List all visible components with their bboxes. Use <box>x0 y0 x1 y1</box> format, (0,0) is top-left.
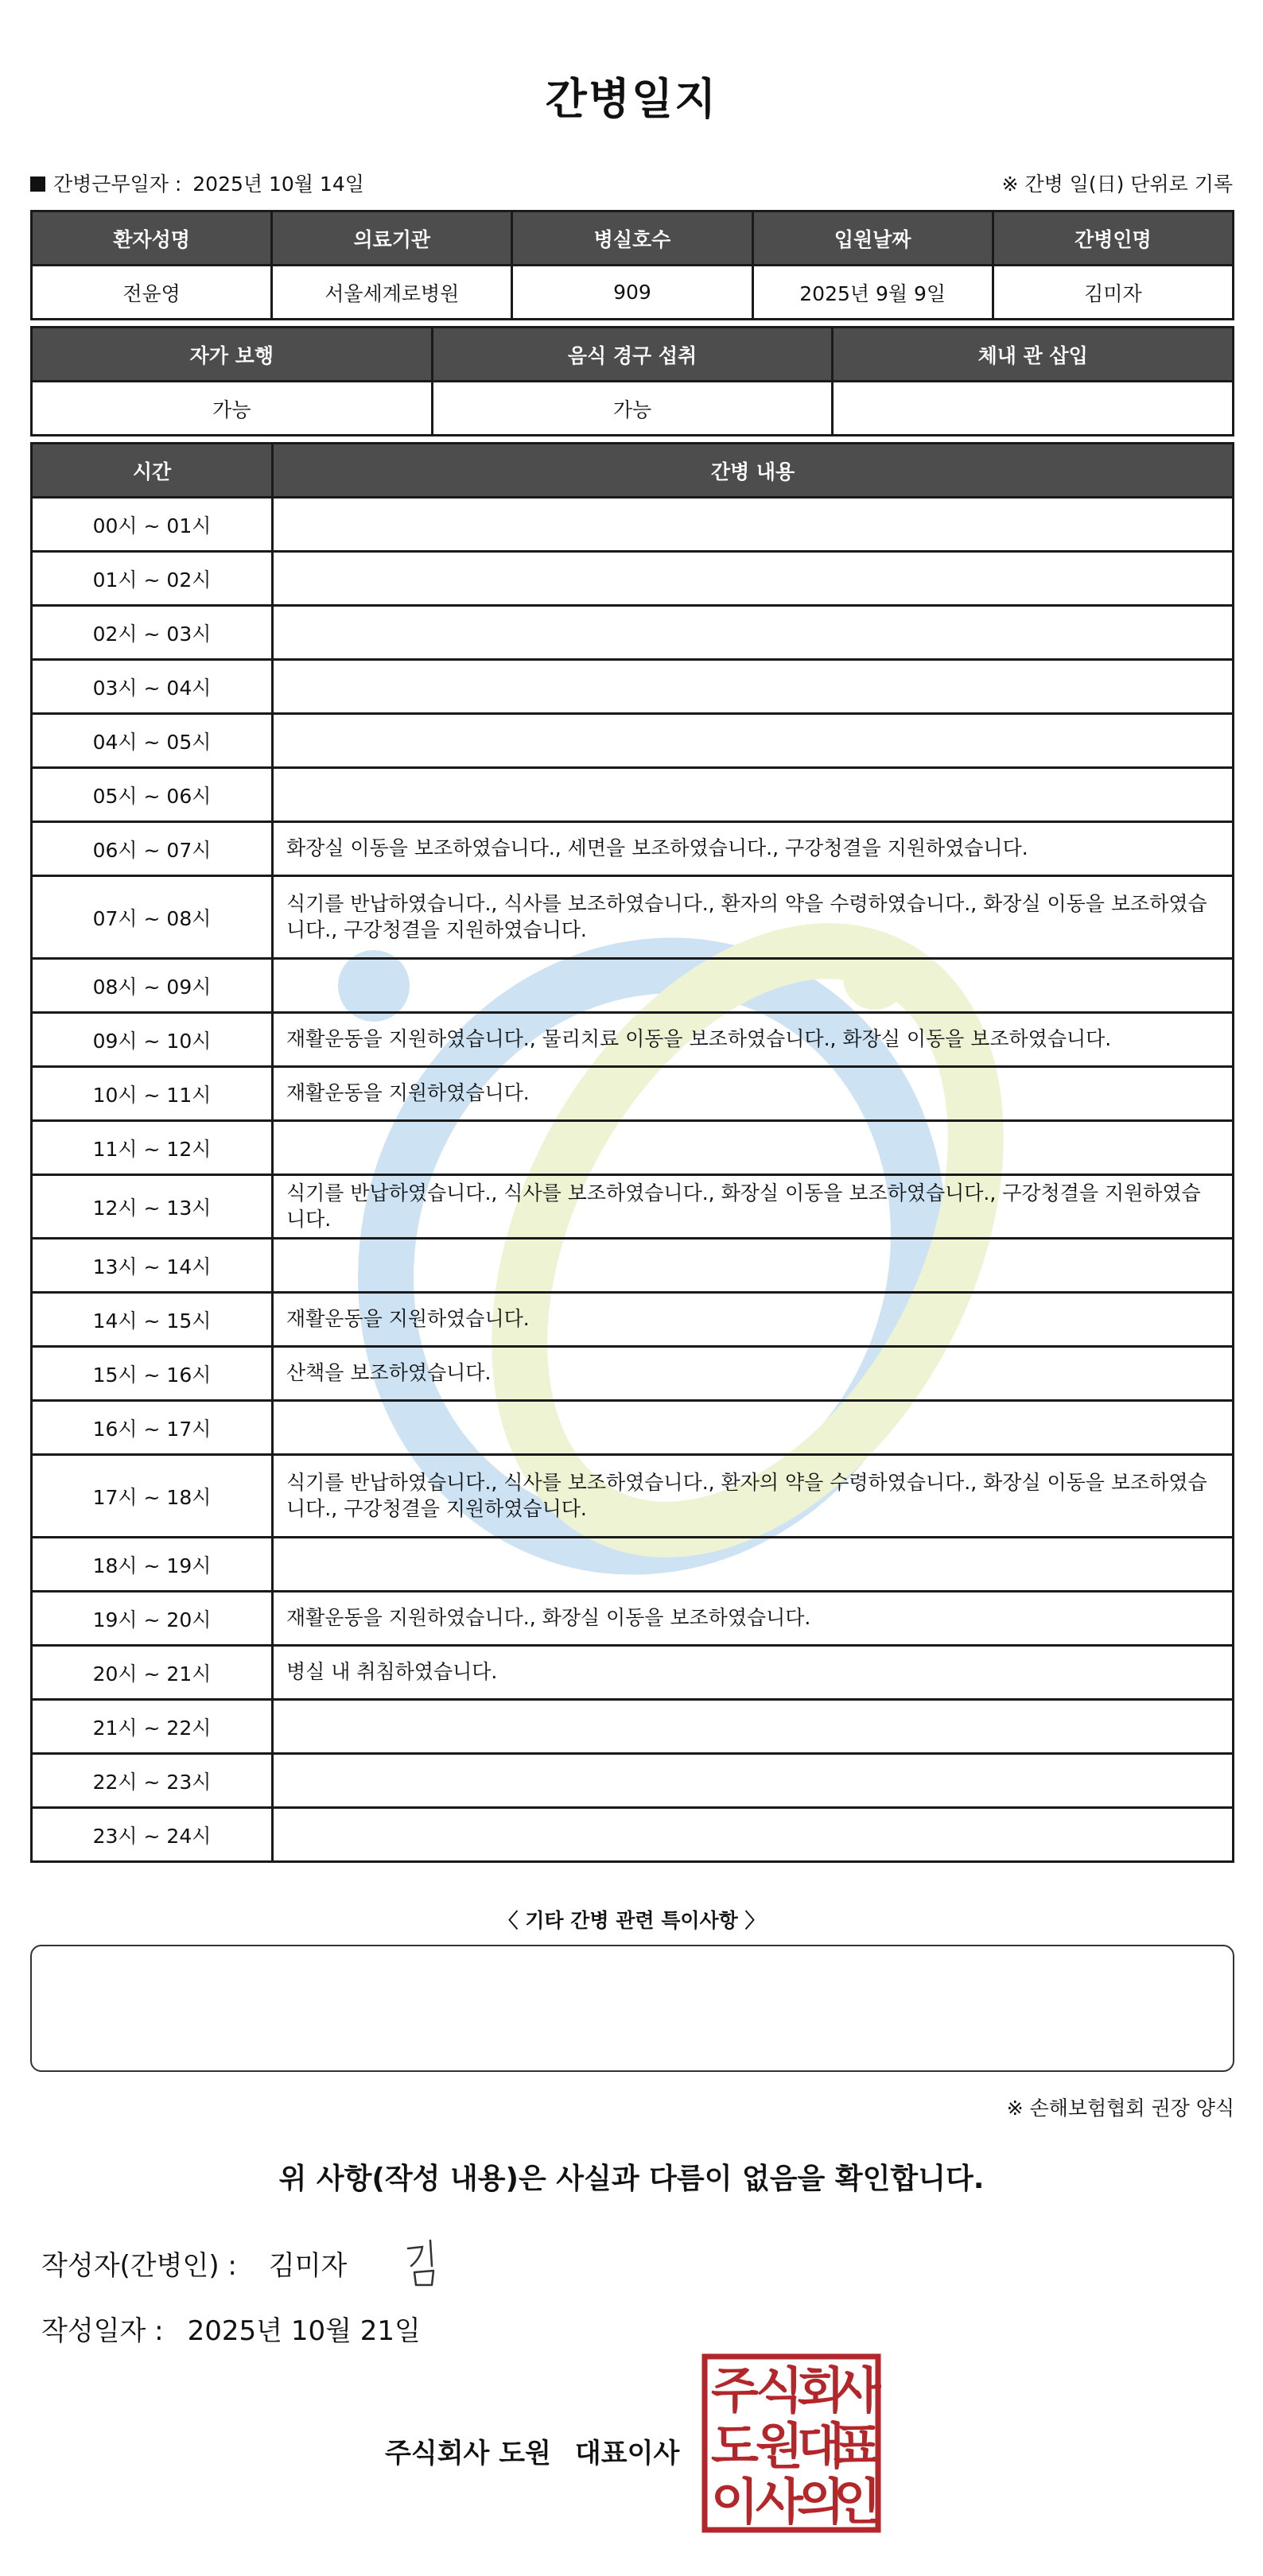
walking-status: 가능 <box>32 382 433 436</box>
log-content <box>273 498 1234 552</box>
log-content <box>273 768 1234 822</box>
header-room: 병실호수 <box>512 211 752 266</box>
log-row <box>32 1013 1234 1067</box>
log-content <box>273 1239 1234 1293</box>
svg-text:표: 표 <box>834 2417 881 2475</box>
oral-intake-status: 가능 <box>432 382 833 436</box>
patient-name: 전윤영 <box>32 266 272 320</box>
header-tube-insertion: 체내 관 삽입 <box>833 328 1234 382</box>
company-line <box>385 2431 679 2470</box>
write-date-value: 2025년 10월 21일 <box>187 2315 421 2347</box>
log-row <box>32 1538 1234 1592</box>
log-row <box>32 1700 1234 1754</box>
square-bullet-icon <box>30 177 45 192</box>
log-time: 00시 ~ 01시 <box>32 498 273 552</box>
log-content: 재활운동을 지원하였습니다., 화장실 이동을 보조하였습니다. <box>273 1592 1234 1646</box>
log-row <box>32 1067 1234 1121</box>
log-content: 산책을 보조하였습니다. <box>273 1347 1234 1401</box>
log-time: 22시 ~ 23시 <box>32 1754 273 1808</box>
log-row <box>32 959 1234 1013</box>
log-time: 15시 ~ 16시 <box>32 1347 273 1401</box>
svg-text:인: 인 <box>834 2473 881 2531</box>
handwritten-signature <box>402 2234 449 2290</box>
log-row <box>32 552 1234 606</box>
header-walking: 자가 보행 <box>32 328 433 382</box>
log-row <box>32 1646 1234 1700</box>
log-time: 11시 ~ 12시 <box>32 1121 273 1175</box>
log-time: 20시 ~ 21시 <box>32 1646 273 1700</box>
log-content: 재활운동을 지원하였습니다. <box>273 1067 1234 1121</box>
log-content <box>273 1401 1234 1455</box>
log-row <box>32 1347 1234 1401</box>
admission-date: 2025년 9월 9일 <box>752 266 993 320</box>
svg-text:도: 도 <box>711 2417 759 2475</box>
tube-insertion-status <box>833 382 1234 436</box>
log-time: 13시 ~ 14시 <box>32 1239 273 1293</box>
log-row <box>32 1754 1234 1808</box>
header-hospital: 의료기관 <box>272 211 512 266</box>
log-content: 병실 내 취침하였습니다. <box>273 1646 1234 1700</box>
caregiver-name: 김미자 <box>993 266 1233 320</box>
svg-text:의: 의 <box>797 2473 845 2531</box>
log-row <box>32 1121 1234 1175</box>
recommend-note: ※ 손해보험협회 권장 양식 <box>1006 2097 1234 2120</box>
hospital-name: 서울세계로병원 <box>272 266 512 320</box>
care-log-body <box>32 498 1234 1862</box>
log-time: 02시 ~ 03시 <box>32 606 273 660</box>
log-time: 08시 ~ 09시 <box>32 959 273 1013</box>
svg-text:사: 사 <box>756 2473 803 2531</box>
log-content <box>273 660 1234 714</box>
svg-text:원: 원 <box>756 2417 803 2475</box>
work-date-label: 간병근무일자 : <box>53 173 182 196</box>
log-row <box>32 1175 1234 1239</box>
work-date <box>30 169 364 197</box>
log-content <box>273 1121 1234 1175</box>
writer-line <box>41 2244 347 2283</box>
log-time: 23시 ~ 24시 <box>32 1808 273 1862</box>
log-content: 화장실 이동을 보조하였습니다., 세면을 보조하였습니다., 구강청결을 지원하였습니다. <box>273 822 1234 876</box>
log-content: 식기를 반납하였습니다., 식사를 보조하였습니다., 환자의 약을 수령하였습니다., 화장실 이동을 보조하였습니다., 구강청결을 지원하였습니다. <box>273 1455 1234 1538</box>
log-time: 01시 ~ 02시 <box>32 552 273 606</box>
header-care-content: 간병 내용 <box>273 444 1234 498</box>
log-row <box>32 876 1234 959</box>
patient-info-table <box>30 210 1234 320</box>
log-row <box>32 822 1234 876</box>
unit-note: ※ 간병 일(日) 단위로 기록 <box>1001 173 1233 196</box>
svg-text:대: 대 <box>797 2417 845 2475</box>
log-time: 14시 ~ 15시 <box>32 1293 273 1347</box>
log-content <box>273 1538 1234 1592</box>
log-time: 09시 ~ 10시 <box>32 1013 273 1067</box>
header-time: 시간 <box>32 444 273 498</box>
log-time: 17시 ~ 18시 <box>32 1455 273 1538</box>
log-row <box>32 1401 1234 1455</box>
svg-text:회: 회 <box>797 2361 845 2419</box>
log-content <box>273 714 1234 768</box>
log-time: 04시 ~ 05시 <box>32 714 273 768</box>
log-content: 식기를 반납하였습니다., 식사를 보조하였습니다., 환자의 약을 수령하였습니다., 화장실 이동을 보조하였습니다., 구강청결을 지원하였습니다. <box>273 876 1234 959</box>
log-time: 12시 ~ 13시 <box>32 1175 273 1239</box>
log-row <box>32 1808 1234 1862</box>
write-date-label: 작성일자 : <box>41 2315 164 2347</box>
log-content: 재활운동을 지원하였습니다. <box>273 1293 1234 1347</box>
confirmation-text: 위 사항(작성 내용)은 사실과 다름이 없음을 확인합니다. <box>278 2163 985 2195</box>
svg-text:주: 주 <box>711 2361 759 2419</box>
log-content: 식기를 반납하였습니다., 식사를 보조하였습니다., 화장실 이동을 보조하였습니다., 구강청결을 지원하였습니다. <box>273 1175 1234 1239</box>
care-log-table <box>30 442 1234 1863</box>
svg-text:이: 이 <box>711 2473 759 2531</box>
header-caregiver: 간병인명 <box>993 211 1233 266</box>
log-time: 10시 ~ 11시 <box>32 1067 273 1121</box>
log-row <box>32 1293 1234 1347</box>
patient-status-table <box>30 326 1234 436</box>
log-time: 16시 ~ 17시 <box>32 1401 273 1455</box>
log-row <box>32 606 1234 660</box>
writer-name: 김미자 <box>268 2250 348 2282</box>
work-date-value: 2025년 10월 14일 <box>192 173 364 196</box>
log-content <box>273 1808 1234 1862</box>
header-admission-date: 입원날짜 <box>752 211 993 266</box>
notes-title: 〈 기타 간병 관련 특이사항 〉 <box>498 1909 765 1932</box>
log-row <box>32 714 1234 768</box>
company-seal-stamp <box>701 2353 881 2533</box>
log-time: 18시 ~ 19시 <box>32 1538 273 1592</box>
header-oral-intake: 음식 경구 섭취 <box>432 328 833 382</box>
page-title: 간병일지 <box>545 74 718 124</box>
log-time: 06시 ~ 07시 <box>32 822 273 876</box>
log-content: 재활운동을 지원하였습니다., 물리치료 이동을 보조하였습니다., 화장실 이동을 보조하였습니다. <box>273 1013 1234 1067</box>
company-name: 주식회사 도원 <box>385 2438 551 2469</box>
log-row <box>32 1239 1234 1293</box>
log-content <box>273 959 1234 1013</box>
log-content <box>273 1700 1234 1754</box>
log-content <box>273 552 1234 606</box>
log-time: 19시 ~ 20시 <box>32 1592 273 1646</box>
log-time: 03시 ~ 04시 <box>32 660 273 714</box>
log-row <box>32 1455 1234 1538</box>
meta-row <box>30 169 1233 204</box>
svg-text:식: 식 <box>756 2361 803 2419</box>
notes-box <box>30 1945 1234 2072</box>
log-content <box>273 606 1234 660</box>
svg-text:사: 사 <box>834 2361 881 2419</box>
log-time: 05시 ~ 06시 <box>32 768 273 822</box>
log-time: 07시 ~ 08시 <box>32 876 273 959</box>
writer-label: 작성자(간병인) : <box>41 2250 237 2282</box>
log-row <box>32 1592 1234 1646</box>
log-time: 21시 ~ 22시 <box>32 1700 273 1754</box>
ceo-title: 대표이사 <box>574 2438 680 2469</box>
header-patient-name: 환자성명 <box>32 211 272 266</box>
write-date-line <box>41 2309 421 2348</box>
log-row <box>32 768 1234 822</box>
log-row <box>32 498 1234 552</box>
log-row <box>32 660 1234 714</box>
log-content <box>273 1754 1234 1808</box>
room-number: 909 <box>512 266 752 320</box>
